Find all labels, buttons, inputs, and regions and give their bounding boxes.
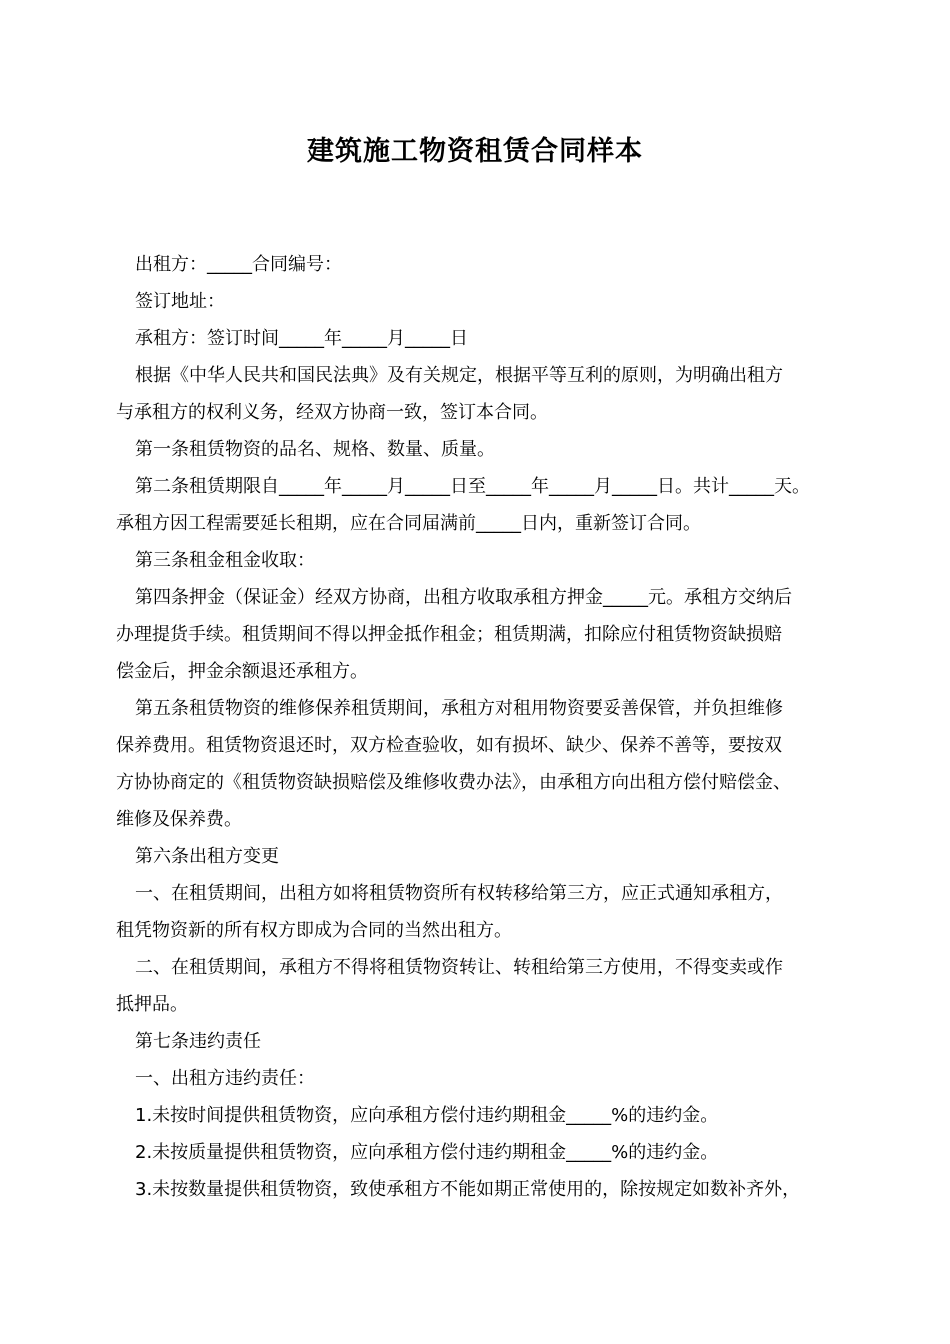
paragraph-line: 租凭物资新的所有权方即成为合同的当然出租方。 <box>116 920 512 941</box>
paragraph-line: 承租方：签订时间_____年_____月_____日 <box>135 328 468 349</box>
paragraph-line: 一、出租方违约责任： <box>135 1068 315 1089</box>
paragraph-line: 承租方因工程需要延长租期，应在合同届满前_____日内，重新签订合同。 <box>116 513 701 534</box>
paragraph-line: 1.未按时间提供租赁物资，应向承租方偿付违约期租金_____%的违约金。 <box>135 1105 719 1126</box>
paragraph-line: 第六条出租方变更 <box>135 846 279 867</box>
paragraph-line: 第七条违约责任 <box>135 1031 261 1052</box>
document-body <box>116 246 841 1208</box>
paragraph-line: 保养费用。租赁物资退还时，双方检查验收，如有损坏、缺少、保养不善等，要按双 <box>116 735 782 756</box>
document-title: 建筑施工物资租赁合同样本 <box>307 136 643 167</box>
paragraph-line: 方协协商定的《租赁物资缺损赔偿及维修收费办法》，由承租方向出租方偿付赔偿金、 <box>116 772 791 793</box>
paragraph-line: 办理提货手续。租赁期间不得以押金抵作租金；租赁期满，扣除应付租赁物资缺损赔 <box>116 624 782 645</box>
paragraph-line: 抵押品。 <box>116 994 188 1015</box>
paragraph-line: 一、在租赁期间，出租方如将租赁物资所有权转移给第三方，应正式通知承租方， <box>135 883 783 904</box>
paragraph-line: 二、在租赁期间，承租方不得将租赁物资转让、转租给第三方使用，不得变卖或作 <box>135 957 783 978</box>
paragraph-line: 2.未按质量提供租赁物资，应向承租方偿付违约期租金_____%的违约金。 <box>135 1142 719 1163</box>
paragraph-line: 第三条租金租金收取： <box>135 550 315 571</box>
paragraph-line: 根据《中华人民共和国民法典》及有关规定，根据平等互利的原则，为明确出租方 <box>135 365 783 386</box>
paragraph-line: 出租方：_____合同编号： <box>135 254 342 275</box>
paragraph-line: 维修及保养费。 <box>116 809 242 830</box>
paragraph-line: 偿金后，押金余额退还承租方。 <box>116 661 368 682</box>
paragraph-line: 第五条租赁物资的维修保养租赁期间，承租方对租用物资要妥善保管，并负担维修 <box>135 698 783 719</box>
paragraph-line: 第四条押金（保证金）经双方协商，出租方收取承租方押金_____元。承租方交纳后 <box>135 587 792 608</box>
paragraph-line: 与承租方的权利义务，经双方协商一致，签订本合同。 <box>116 402 548 423</box>
paragraph-line: 签订地址： <box>135 291 225 312</box>
paragraph-line: 3.未按数量提供租赁物资，致使承租方不能如期正常使用的，除按规定如数补齐外， <box>135 1179 801 1200</box>
paragraph-line: 第二条租赁期限自_____年_____月_____日至_____年_____月_____日。共计_____天。 <box>135 476 810 497</box>
paragraph-line: 第一条租赁物资的品名、规格、数量、质量。 <box>135 439 495 460</box>
